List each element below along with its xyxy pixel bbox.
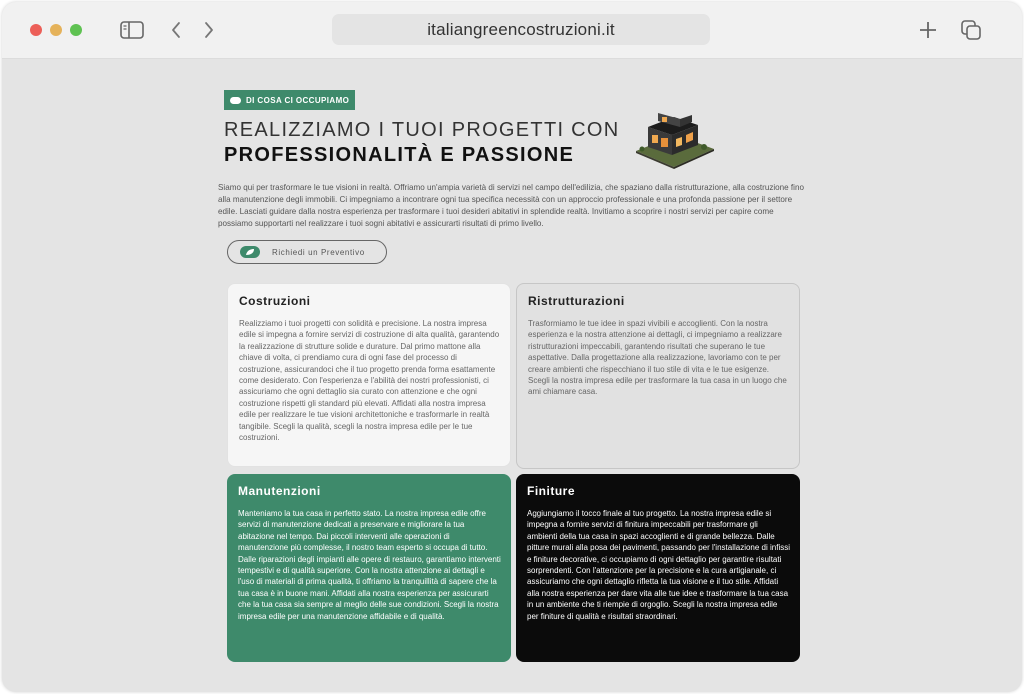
zoom-window-button[interactable] [70, 24, 82, 36]
service-card-manutenzioni [227, 474, 511, 662]
page-content [2, 59, 1022, 692]
section-badge [224, 90, 355, 110]
address-bar[interactable] [332, 14, 710, 45]
pill-icon [230, 97, 241, 104]
service-card-text: Aggiungiamo il tocco finale al tuo progetto. La nostra impresa edile si impegna a fornire servizi di finitura impeccabili per trasformare gli ambienti della tua casa in spazi accoglienti e di grande bellezza. Dalle pitture murali alla posa dei pavimenti, passando per l'installazione di infissi e finiture decorative, ci occupiamo di ogni dettaglio per garantire risultati sorprendenti. Con l'attenzione per la precisione e la cura artigianale, ci assicuriamo che ogni dettaglio rifletta la tua visione e il tuo stile. Affidati alla nostra esperienza per dare vita alle tue idee e trasformare la tua casa in un ambiente che ti riempie di orgoglio. Scegli la nostra impresa edile per finiture di qualità e risultati straordinari. [527, 509, 790, 621]
service-card-title: Finiture [527, 484, 575, 498]
chevron-right-icon[interactable] [195, 16, 223, 44]
tabs-overview-icon[interactable] [957, 16, 985, 44]
service-card-title: Ristrutturazioni [528, 294, 625, 308]
url-text: italiangreencostruzioni.it [427, 19, 615, 39]
page-title-line-2: PROFESSIONALITÀ E PASSIONE [224, 144, 575, 166]
service-card-title: Costruzioni [239, 294, 311, 308]
minimize-window-button[interactable] [50, 24, 62, 36]
sidebar-icon[interactable] [118, 16, 146, 44]
chevron-left-icon[interactable] [162, 16, 190, 44]
service-card-text: Realizziamo i tuoi progetti con solidità e precisione. La nostra impresa edile si impegna a fornire servizi di costruzione di alta qualità, garantendo la realizzazione di strutture solide e durature. Dal primo mattone alla chiave di volta, ci prendiamo cura di ogni fase del processo di costruzione, assicurandoci che il tuo progetto prenda forma esattamente come desiderato. Con l'esperienza e l'abilità dei nostri professionisti, ci assicuriamo che ogni dettaglio sia curato con attenzione e che ogni costruzione rispetti gli standard più elevati. Affidati alla nostra impresa edile per realizzare le tue visioni architettoniche e trasformarle in realtà tangibile. Scegli la qualità, scegli la nostra impresa edile per le tue costruzioni. [239, 319, 500, 443]
intro-paragraph: Siamo qui per trasformare le tue visioni in realtà. Offriamo un'ampia varietà di servizi nel campo dell'edilizia, che spaziano dalla ristrutturazione, alla costruzione fino alla manutenzione degli immobili. Ci impegniamo a incontrare ogni tua specifica necessità con un approccio professionale e una profonda passione per il settore edile. Lasciati guidare dalla nostra esperienza per trasformare i tuoi desideri abitativi in splendide realtà. Invitiamo a scoprire i nostri servizi per capire come possiamo supportarti nel realizzare i tuoi sogni abitativi e assicurarti risultati di primo livello. [218, 183, 804, 228]
leaf-icon [240, 246, 260, 258]
service-card-title: Manutenzioni [238, 484, 321, 498]
service-card-finiture [516, 474, 800, 662]
section-badge-label: DI COSA CI OCCUPIAMO [246, 95, 350, 105]
service-card-text: Manteniamo la tua casa in perfetto stato. La nostra impresa edile offre servizi di manutenzione dedicati a preservare e migliorare la tua abitazione nel tempo. Dai piccoli interventi alle operazioni di manutenzione più complesse, il nostro team esperto si occupa di tutto. Dalle riparazioni degli impianti alle opere di restauro, garantiamo interventi tempestivi e di qualità superiore. Con la nostra attenzione ai dettagli e l'uso di materiali di prima qualità, ti offriamo la tranquillità di sapere che la tua casa è in buone mani. Affidati alla nostra esperienza per assicurarti che la tua casa sia sempre al meglio delle sue condizioni. Scegli la nostra impresa edile per una manutenzione affidabile e di qualità. [238, 509, 501, 621]
browser-window [2, 2, 1022, 692]
request-quote-label: Richiedi un Preventivo [272, 247, 365, 257]
browser-toolbar [2, 2, 1022, 59]
service-card-text: Trasformiamo le tue idee in spazi vivibili e accoglienti. Con la nostra esperienza e la nostra attenzione ai dettagli, ci impegniamo a realizzare ristrutturazioni impeccabili, garantendo risultati che superano le tue aspettative. Dalla progettazione alla realizzazione, lavoriamo con te per creare ambienti che rispecchiano il tuo stile di vita e le tue esigenze. Scegli la nostra impresa edile per trasformare la tua casa in un luogo che ami chiamare casa. [528, 319, 787, 397]
plus-icon[interactable] [914, 16, 942, 44]
request-quote-button[interactable] [227, 240, 387, 264]
page-title-line-1: REALIZZIAMO I TUOI PROGETTI CON [224, 119, 620, 141]
service-card-ristrutturazioni [516, 283, 800, 469]
close-window-button[interactable] [30, 24, 42, 36]
service-card-costruzioni [227, 283, 511, 467]
house-illustration [632, 109, 716, 169]
